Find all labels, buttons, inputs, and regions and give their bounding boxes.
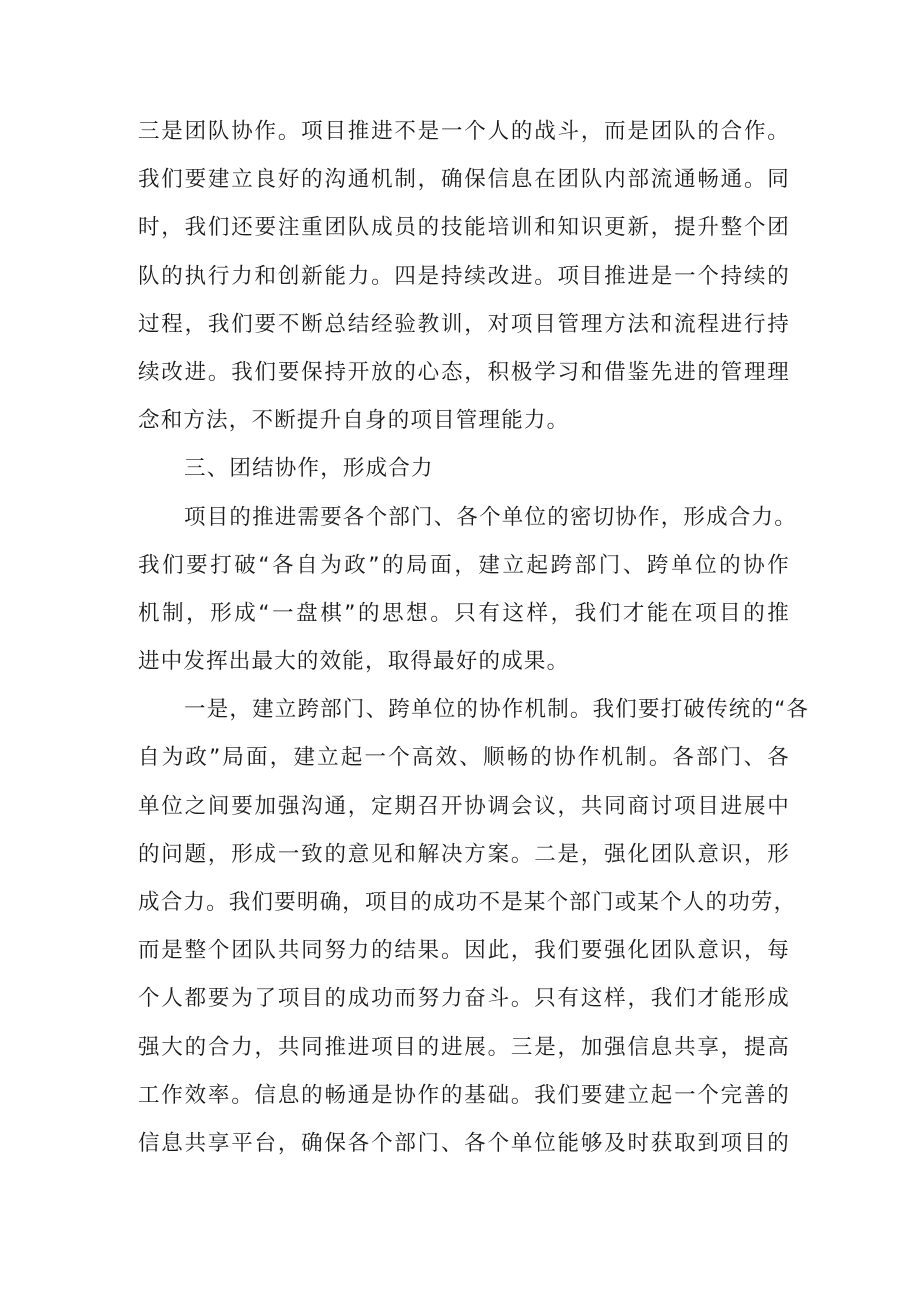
text-line: 机制，形成“一盘棋”的思想。只有这样，我们才能在项目的推	[138, 600, 790, 626]
text-line: 过程，我们要不断总结经验教训，对项目管理方法和流程进行持	[138, 311, 790, 337]
text-line: 我们要打破“各自为政”的局面，建立起跨部门、跨单位的协作	[138, 552, 790, 578]
text-line: 念和方法，不断提升自身的项目管理能力。	[138, 408, 570, 434]
text-line: 工作效率。信息的畅通是协作的基础。我们要建立起一个完善的	[138, 1082, 790, 1108]
text-line: 三是团队协作。项目推进不是一个人的战斗，而是团队的合作。	[138, 119, 790, 144]
text-line: 时，我们还要注重团队成员的技能培训和知识更新，提升整个团	[138, 215, 790, 241]
text-line: 队的执行力和创新能力。四是持续改进。项目推进是一个持续的	[138, 263, 790, 289]
text-line: 个人都要为了项目的成功而努力奋斗。只有这样，我们才能形成	[138, 986, 790, 1012]
text-line: 进中发挥出最大的效能，取得最好的成果。	[138, 649, 570, 675]
text-line: 续改进。我们要保持开放的心态，积极学习和借鉴先进的管理理	[138, 359, 790, 385]
text-line: 而是整个团队共同努力的结果。因此，我们要强化团队意识，每	[138, 938, 790, 964]
text-line: 成合力。我们要明确，项目的成功不是某个部门或某个人的功劳，	[138, 890, 797, 915]
text-line: 强大的合力，共同推进项目的进展。三是，加强信息共享，提高	[138, 1034, 790, 1060]
document-body	[138, 108, 810, 1168]
text-line: 我们要建立良好的沟通机制，确保信息在团队内部流通畅通。同	[138, 167, 790, 193]
text-line: 单位之间要加强沟通，定期召开协调会议，共同商讨项目进展中	[138, 793, 790, 819]
text-line: 的问题，形成一致的意见和解决方案。二是，强化团队意识，形	[138, 841, 790, 867]
text-line: 一是，建立跨部门、跨单位的协作机制。我们要打破传统的“各	[184, 697, 810, 723]
text-line: 项目的推进需要各个部门、各个单位的密切协作，形成合力。	[184, 504, 797, 530]
section-heading: 三、团结协作，形成合力	[184, 456, 434, 482]
text-line: 自为政”局面，建立起一个高效、顺畅的协作机制。各部门、各	[138, 745, 790, 771]
text-line: 信息共享平台，确保各个部门、各个单位能够及时获取到项目的	[138, 1130, 790, 1156]
